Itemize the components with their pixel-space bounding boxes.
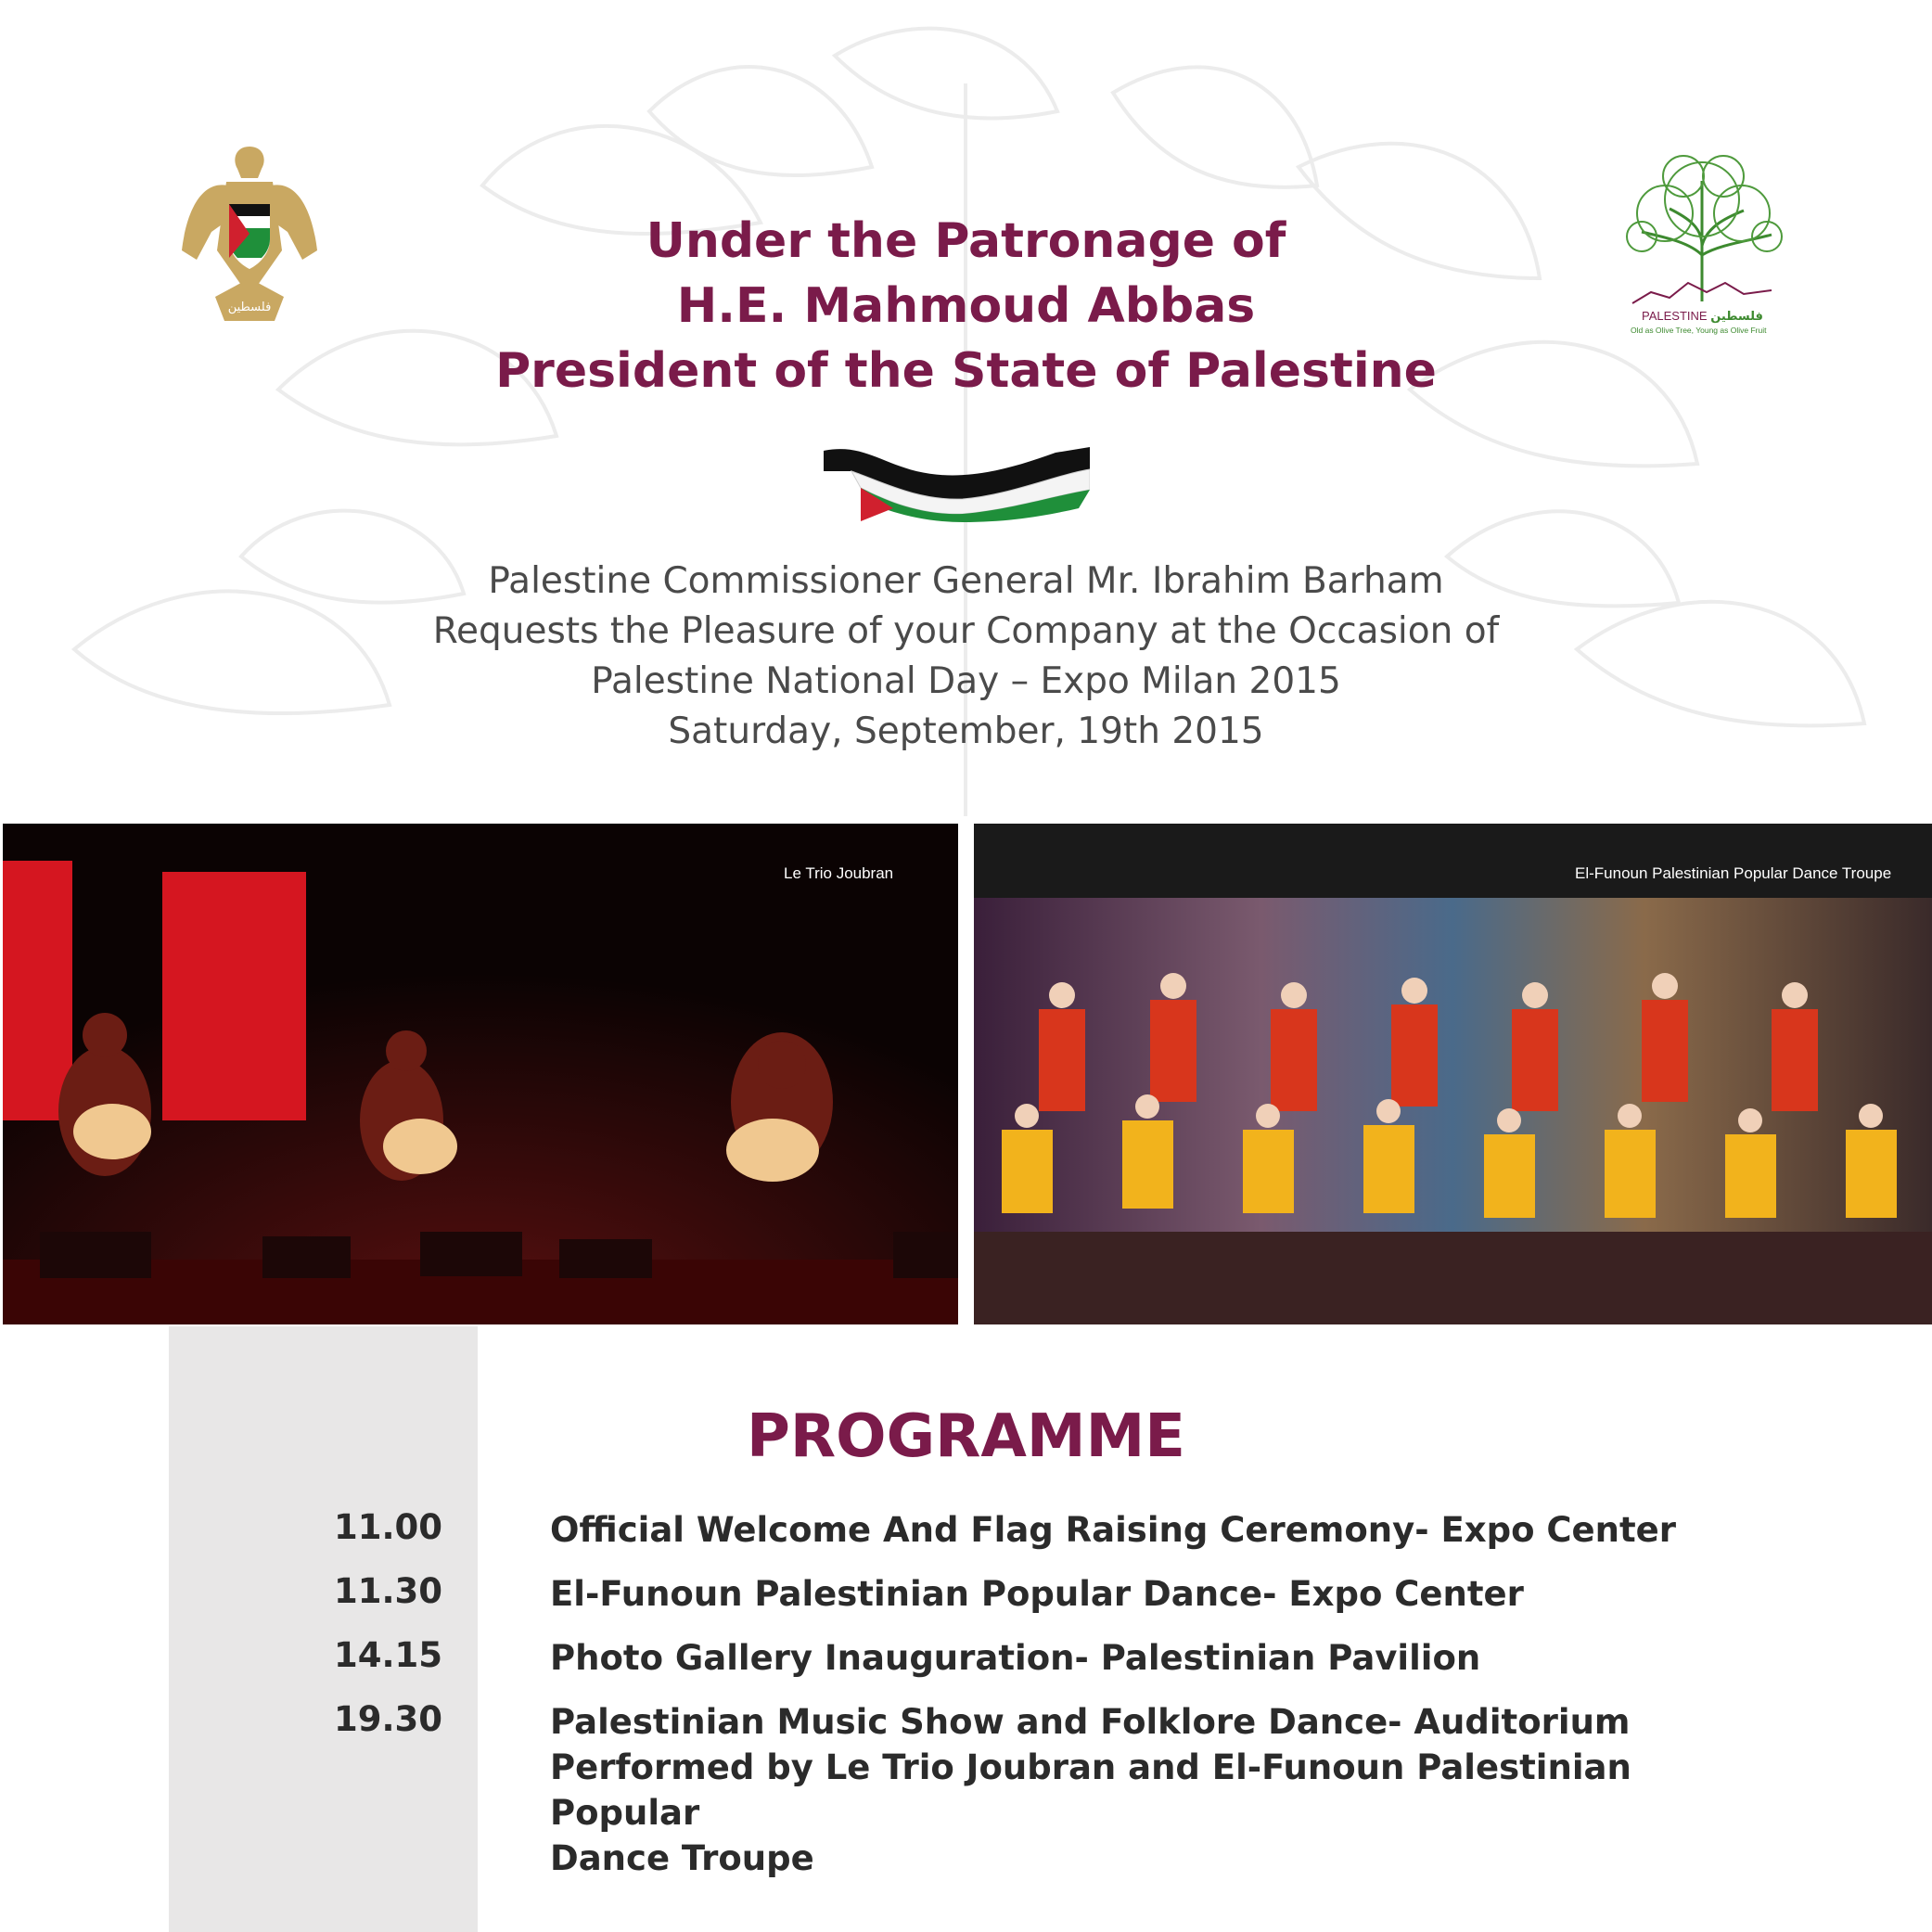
- programme-description-line: Palestinian Music Show and Folklore Dance- Auditorium: [550, 1702, 1631, 1742]
- programme-time: 14.15: [334, 1635, 443, 1675]
- dance-troupe-illustration: [974, 824, 1932, 1324]
- photo-le-trio-joubran: [3, 824, 958, 1324]
- programme-description: [550, 1635, 1756, 1681]
- tree-logo-brand: PALESTINE فلسطين: [1642, 309, 1763, 324]
- programme-description: [550, 1699, 1756, 1881]
- patronage-line-3: President of the State of Palestine: [495, 343, 1437, 399]
- invitation-text: [0, 557, 1932, 757]
- patronage-line-1: Under the Patronage of: [646, 213, 1286, 269]
- programme-description: [550, 1571, 1756, 1617]
- programme-description-line: Performed by Le Trio Joubran and El-Funoun Palestinian Popular: [550, 1747, 1631, 1833]
- programme-description-line: El-Funoun Palestinian Popular Dance- Expo Center: [550, 1574, 1524, 1614]
- invitation-line-4: Saturday, September, 19th 2015: [668, 710, 1264, 752]
- programme-time: 19.30: [334, 1699, 443, 1739]
- programme-time: 11.30: [334, 1571, 443, 1611]
- programme-description: [550, 1507, 1756, 1553]
- photo-el-funoun-dance-troupe: [974, 824, 1932, 1324]
- palestine-flag-ribbon-icon: [824, 443, 1090, 522]
- programme-description-line: Official Welcome And Flag Raising Ceremony- Expo Center: [550, 1510, 1677, 1550]
- programme-description-line: Photo Gallery Inauguration- Palestinian Pavilion: [550, 1638, 1481, 1678]
- invitation-line-1: Palestine Commissioner General Mr. Ibrahim Barham: [488, 560, 1444, 602]
- emblem-arabic-text: فلسطين: [227, 301, 272, 314]
- programme-time: 11.00: [334, 1507, 443, 1547]
- tree-logo-tagline: Old as Olive Tree, Young as Olive Fruit: [1631, 326, 1767, 335]
- caption-el-funoun: El-Funoun Palestinian Popular Dance Troupe: [1575, 864, 1892, 882]
- trio-stage-illustration: [3, 824, 958, 1324]
- caption-le-trio-joubran: Le Trio Joubran: [784, 864, 894, 882]
- programme-description-line: Dance Troupe: [550, 1838, 814, 1878]
- patronage-line-2: H.E. Mahmoud Abbas: [676, 278, 1256, 334]
- programme-title: PROGRAMME: [746, 1402, 1186, 1471]
- patronage-heading: [0, 209, 1932, 403]
- invitation-line-3: Palestine National Day – Expo Milan 2015: [591, 660, 1341, 702]
- invitation-line-2: Requests the Pleasure of your Company at the Occasion of: [432, 610, 1500, 652]
